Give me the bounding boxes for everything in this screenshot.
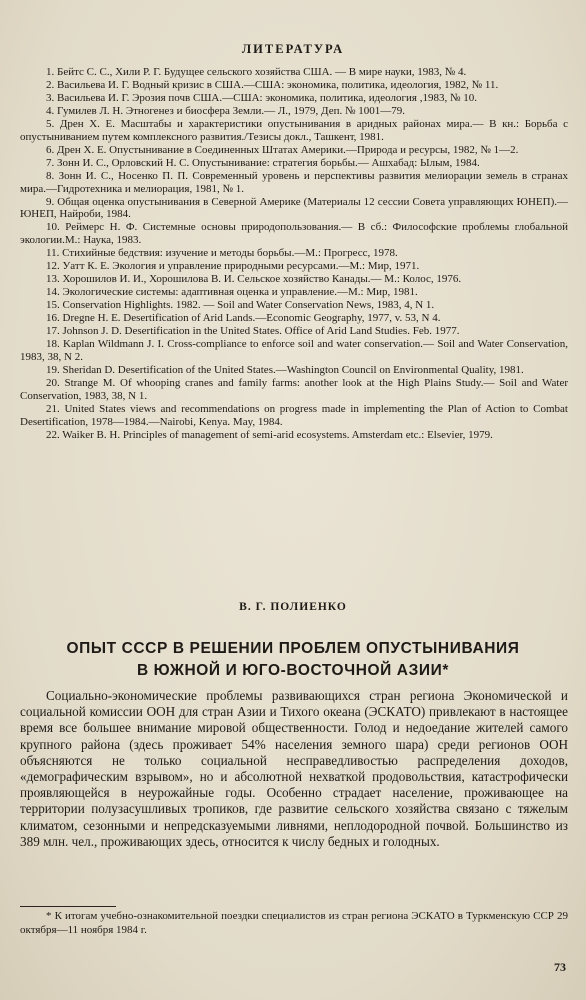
- page-number: 73: [554, 960, 566, 974]
- reference-item: 15. Conservation Highlights. 1982. — Soil and Water Conservation News, 1983, 4, N 1.: [46, 299, 435, 312]
- reference-item: 20. Strange M. Of whooping cranes and family farms: another look at the High Plains Study.— Soil and Water Conservation, 1983, 38, N 1.: [20, 376, 568, 402]
- reference-item: 18. Kaplan Wildmann J. I. Cross-compliance to enforce soil and water conservation.— Soil and Water Conservation, 1983, 38, N 2.: [20, 338, 568, 363]
- reference-item: 9. Общая оценка опустынивания в Северной Америке (Материалы 12 сессии Совета управляющих ЮНЕП).—ЮНЕП, Найроби, 1984.: [20, 195, 568, 221]
- reference-item: 22. Waiker B. H. Principles of management of semi-arid ecosystems. Amsterdam etc.: Elsevier, 1979.: [46, 428, 493, 441]
- reference-item: 19. Sheridan D. Desertification of the United States.—Washington Council on Environmental Quality, 1981.: [46, 363, 524, 376]
- references-heading: ЛИТЕРАТУРА: [241, 42, 345, 56]
- reference-item: 8. Зонн И. С., Носенко П. П. Современный уровень и перспективы развития мелиорации земель в странах мира.—Гидротехника и мелиорация, 1981, № 1.: [20, 169, 568, 195]
- reference-item: 2. Васильева И. Г. Водный кризис в США.—США: экономика, политика, идеология, 1982, № 11.: [46, 78, 499, 91]
- reference-item: 4. Гумилев Л. Н. Этногенез и биосфера Земли.— Л., 1979, Деп. № 1001—79.: [46, 104, 405, 117]
- reference-item: 10. Реймерс Н. Ф. Системные основы природопользования.— В сб.: Философские проблемы глобальной экологии.М.: Наука, 1983.: [20, 221, 568, 247]
- article-author: В. Г. ПОЛИЕНКО: [239, 601, 347, 613]
- reference-item: 6. Дрен Х. Е. Опустынивание в Соединенных Штатах Америки.—Природа и ресурсы, 1982, № 1—2.: [46, 143, 519, 156]
- reference-item: 1. Бейтс С. С., Хили Р. Г. Будущее сельского хозяйства США. — В мире науки, 1983, № 4.: [46, 66, 467, 78]
- article-body-paragraph: Социально-экономические проблемы развивающихся стран региона Экономической и социальной комиссии ООН для стран Азии и Тихого океана (ЭСКАТО) привлекают в настоящее время все большее внимание мировой общественности. Голод и недоедание жителей самого крупного района (здесь проживает 54% населения земного шара) среди регионов ООН объясняются не только социальной несправедливостью распределения доходов, «демографическим взрывом», но и абсолютной нехваткой продовольствия, катастрофически проявляющейся в неурожайные годы. Особенно страдает население, проживающее на территории полузасушливых тропиков, где развитие сельского хозяйства связано с тяжелым климатом, сезонными и непредсказуемыми ливнями, неплодородной почвой. Большинство из 389 млн. чел., проживающих здесь, относится к числу бедных и голодных.: [20, 688, 568, 849]
- footnote-divider: [20, 906, 116, 907]
- reference-item: 5. Дрен Х. Е. Масштабы и характеристики опустынивания в аридных районах мира.— В кн.: Борьба с опустыниванием путем комплексного развития./Тезисы докл., Ташкент, 1981.: [20, 117, 568, 143]
- reference-item: 7. Зонн И. С., Орловский Н. С. Опустынивание: стратегия борьбы.— Ашхабад: Ылым, 1984.: [46, 156, 480, 169]
- reference-item: 12. Уатт К. Е. Экология и управление природными ресурсами.—М.: Мир, 1971.: [46, 260, 420, 273]
- reference-item: 16. Dregne H. E. Desertification of Arid Lands.—Economic Geography, 1977, v. 53, N 4.: [46, 312, 441, 325]
- reference-item: 17. Johnson J. D. Desertification in the United States. Office of Arid Land Studies. Feb. 1977.: [46, 325, 460, 338]
- article-title: [0, 638, 586, 682]
- reference-item: 11. Стихийные бедствия: изучение и методы борьбы.—М.: Прогресс, 1978.: [46, 247, 398, 260]
- references-list: [20, 66, 568, 442]
- reference-item: 14. Экологические системы: адаптивная оценка и управление.—М.: Мир, 1981.: [46, 286, 418, 299]
- article-title-line: В ЮЖНОЙ И ЮГО-ВОСТОЧНОЙ АЗИИ*: [136, 662, 450, 679]
- article-title-line: ОПЫТ СССР В РЕШЕНИИ ПРОБЛЕМ ОПУСТЫНИВАНИЯ: [66, 640, 520, 657]
- reference-item: 3. Васильева И. Г. Эрозия почв США.—США: экономика, политика, идеология ,1983, № 10.: [46, 91, 477, 104]
- footnote: * К итогам учебно-ознакомительной поездки специалистов из стран региона ЭСКАТО в Туркменскую ССР 29 октября—11 ноября 1984 г.: [20, 910, 568, 936]
- reference-item: 13. Хорошилов И. И., Хорошилова В. И. Сельское хозяйство Канады.— М.: Колос, 1976.: [46, 273, 462, 286]
- reference-item: 21. United States views and recommendations on progress made in implementing the Plan of Action to Combat Desertification, 1978—1984.—Nairobi, Kenya. May, 1984.: [20, 402, 568, 428]
